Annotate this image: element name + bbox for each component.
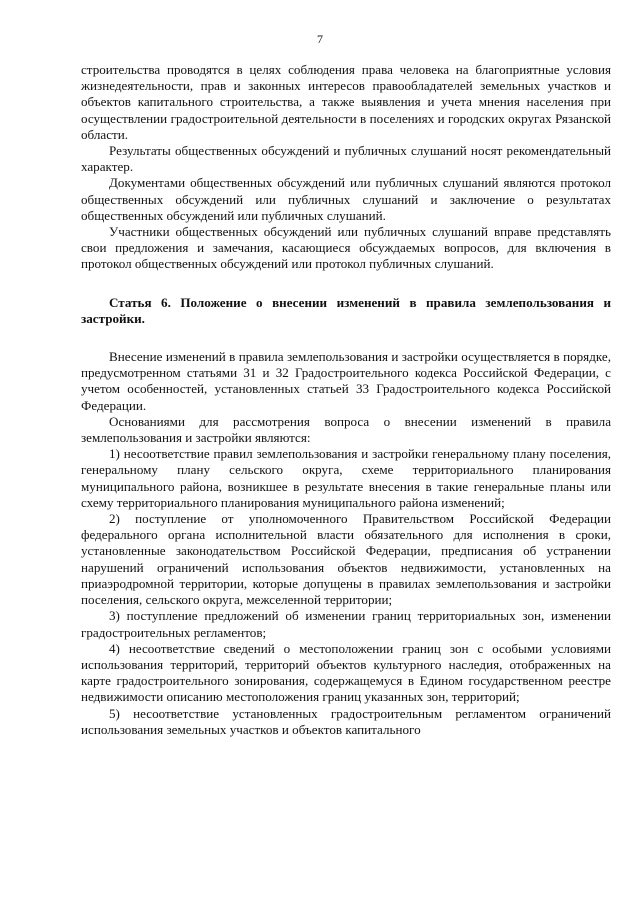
list-item: 5) несоответствие установленных градостроительным регламентом ограничений использования земельных участков и объектов капитального [81,705,611,737]
document-body [81,62,611,738]
paragraph: строительства проводятся в целях соблюдения права человека на благоприятные условия жизнедеятельности, прав и законных интересов правообладателей земельных участков и объектов капитального строительства, а также выявления и учета мнения населения при осуществлении градостроительной деятельности в поселениях и городских округах Рязанской области. [81,62,611,142]
paragraph: Участники общественных обсуждений или публичных слушаний вправе представлять свои предложения и замечания, касающиеся обсуждаемых вопросов, для включения в протокол общественных обсуждений или протокол публичных слушаний. [81,224,611,272]
list-item: 2) поступление от уполномоченного Правительством Российской Федерации федерального органа исполнительной власти обязательного для исполнения в сроки, установленные законодательством Российской Федерации, предписания об устранении нарушений ограничений использования объектов недвижимости, установленных на приаэродромной территории, которые допущены в правилах землепользования и застройки поселения, сельского округа, межселенной территории; [81,511,611,608]
paragraph: Результаты общественных обсуждений и публичных слушаний носят рекомендательный характер. [81,143,611,175]
list-item: 1) несоответствие правил землепользования и застройки генеральному плану поселения, генеральному плану сельского округа, схеме территориального планирования муниципального района, возникшее в результате внесения в такие генеральные планы или схему территориального планирования муниципального района изменений; [81,446,611,510]
paragraph: Основаниями для рассмотрения вопроса о внесении изменений в правила землепользования и застройки являются: [81,413,611,446]
list-item: 3) поступление предложений об изменении границ территориальных зон, изменении градостроительных регламентов; [81,608,611,640]
page-number: 7 [317,32,323,46]
article-heading: Статья 6. Положение о внесении изменений в правила землепользования и застройки. [81,294,611,326]
list-item: 4) несоответствие сведений о местоположении границ зон с особыми условиями использования территорий, территорий объектов культурного наследия, отображенных на карте градостроительного зонирования, содержащемуся в Едином государственном реестре недвижимости описанию местоположения границ указанных зон, территорий; [81,640,611,705]
paragraph: Документами общественных обсуждений или публичных слушаний являются протокол общественных обсуждений или публичных слушаний и заключение о результатах общественных обсуждений или публичных слушаний. [81,175,611,223]
paragraph: Внесение изменений в правила землепользования и застройки осуществляется в порядке, предусмотренном статьями 31 и 32 Градостроительного кодекса Российской Федерации, с учетом особенностей, установленных статьей 33 Градостроительного кодекса Российской Федерации. [81,349,611,413]
